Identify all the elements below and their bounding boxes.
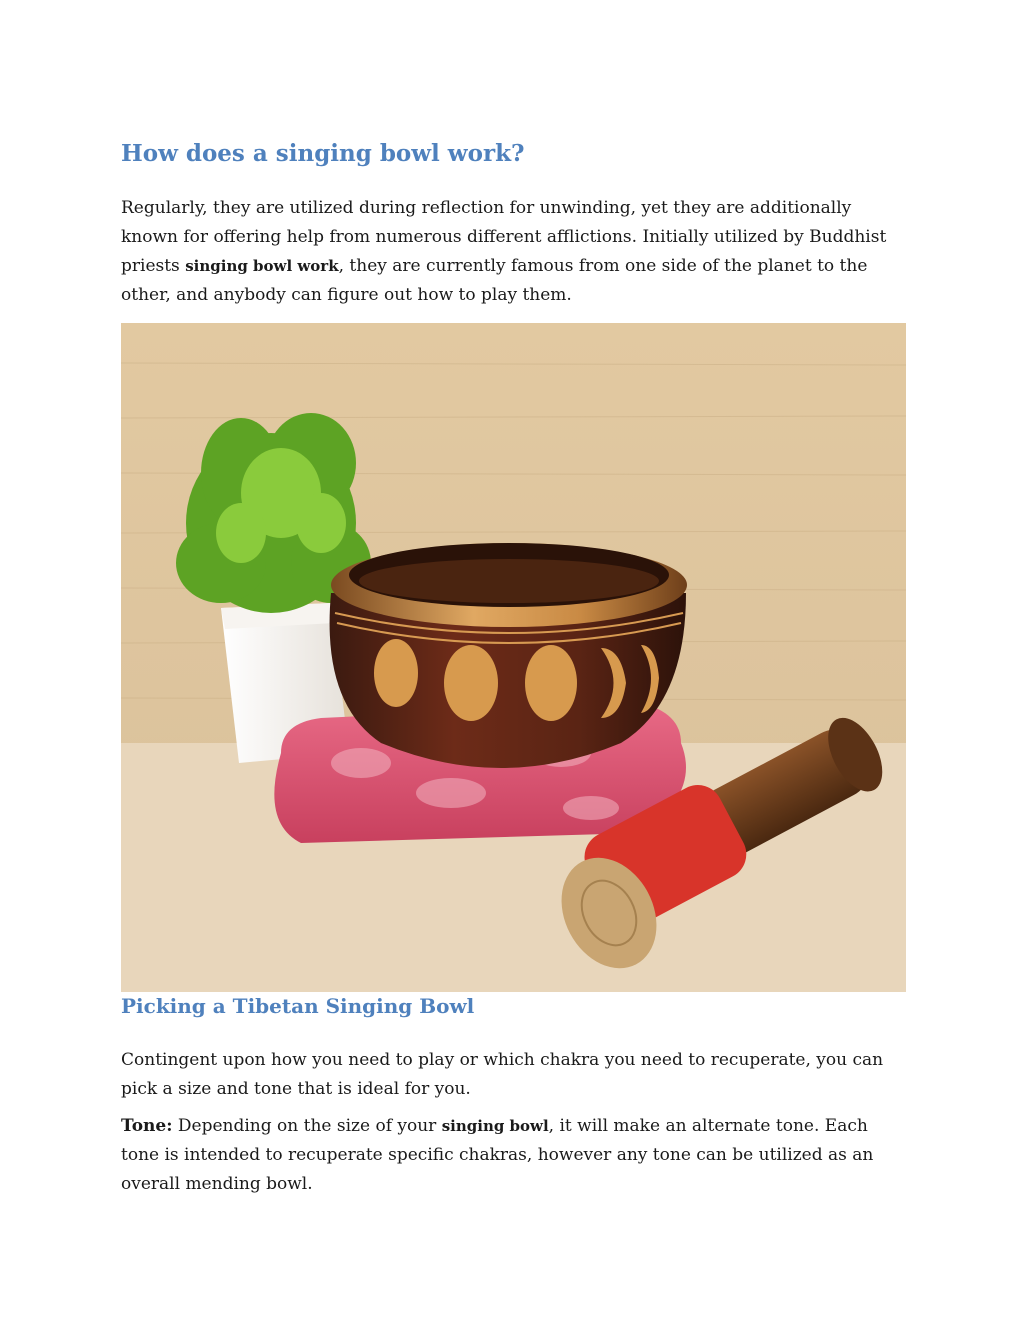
keyword-singing-bowl: singing bowl: [441, 1117, 549, 1135]
tone-label: Tone:: [121, 1116, 173, 1136]
heading-picking-tibetan-bowl: Picking a Tibetan Singing Bowl: [121, 994, 475, 1018]
paragraph-tone-text-end: , it will make an alternate tone. Each tone is intended to recuperate specific chakras, however any tone can be utilized as an overall mending bowl.: [121, 1116, 874, 1194]
paragraph-choosing: Contingent upon how you need to play or which chakra you need to recuperate, you can pick a size and tone that is ideal for you.: [121, 1050, 884, 1099]
paragraph-intro-text-start: Regularly, they are utilized during reflection for unwinding, yet they are additionally known for offering help from numerous different afflictions. Initially utilized by Buddhist priests: [121, 198, 887, 276]
keyword-singing-bowl-work: singing bowl work: [185, 257, 339, 275]
paragraph-intro-text-end: , they are currently famous from one side of the planet to the other, and anybody can figure out how to play them.: [121, 256, 868, 305]
paragraph-tone-text-start: Depending on the size of your: [172, 1116, 442, 1136]
heading-how-singing-bowl-works: How does a singing bowl work?: [121, 140, 525, 167]
paragraph-intro: [121, 194, 901, 310]
paragraph-tone: [121, 1112, 901, 1199]
singing-bowl-photo: [121, 323, 906, 992]
